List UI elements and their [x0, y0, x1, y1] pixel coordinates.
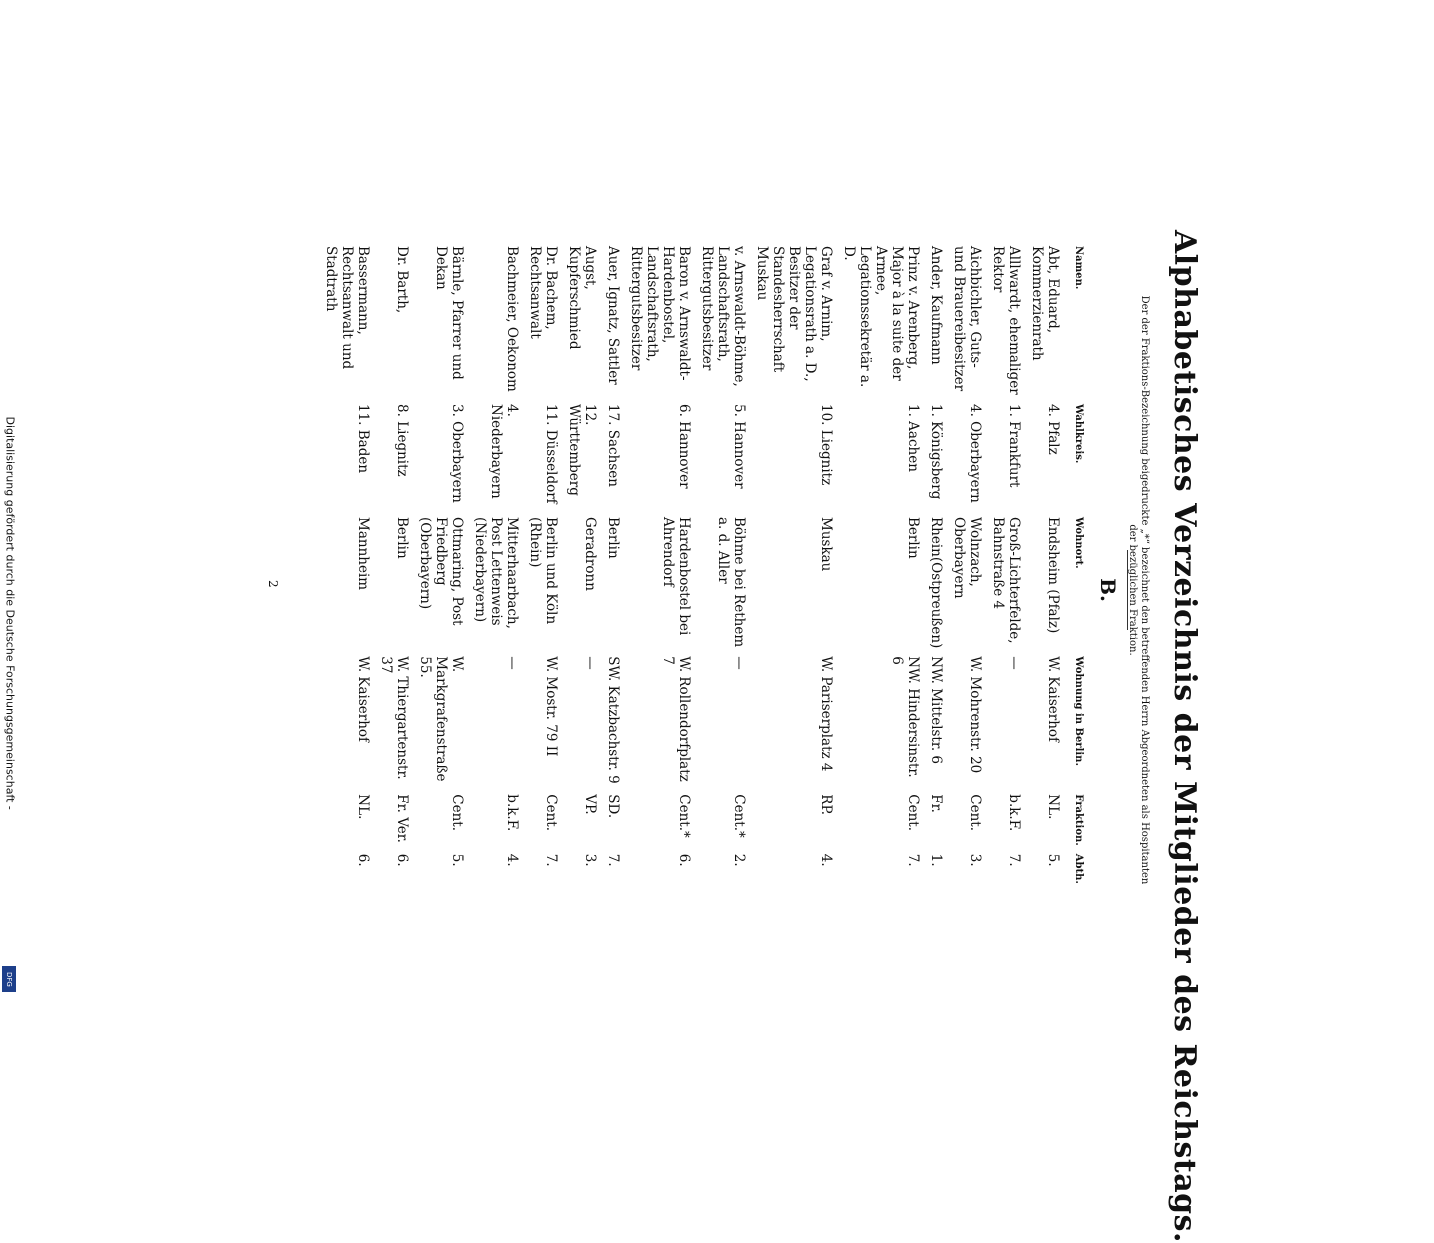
- cell-name: Auer, Ignatz, Sattler: [605, 246, 621, 385]
- cell-wohnort: Geradronn: [582, 517, 598, 591]
- table-row: [945, 242, 984, 888]
- cell-abth: 4.: [818, 853, 834, 867]
- column-header: Namen.: [1073, 246, 1084, 290]
- cell-name: Augst, Kupferschmied: [566, 246, 598, 350]
- cell-fraktion: Cent.*: [731, 794, 747, 838]
- cell-berlin: NW. Hindersinstr. 6: [889, 656, 921, 778]
- cell-wahlkreis: 4. Pfalz: [1045, 404, 1061, 455]
- column-header: Wohnung in Berlin.: [1073, 656, 1084, 766]
- cell-berlin: W. Mostr. 79 II: [543, 656, 559, 757]
- page-number: 2: [266, 580, 280, 588]
- cell-berlin: W. Kaiserhof: [1045, 656, 1061, 743]
- cell-berlin: W. Rollendorfplatz 7: [660, 656, 692, 782]
- cell-wahlkreis: 1. Frankfurt: [1006, 404, 1022, 488]
- cell-fraktion: Cent.*: [676, 794, 692, 838]
- cell-fraktion: Fr.: [928, 794, 944, 813]
- cell-berlin: —: [582, 656, 598, 670]
- cell-wahlkreis: 8. Liegnitz: [394, 404, 410, 477]
- cell-abth: 3.: [967, 853, 983, 867]
- table-row: [521, 242, 560, 888]
- cell-abth: 7.: [1006, 853, 1022, 867]
- cell-wahlkreis: 5. Hannover: [731, 404, 747, 489]
- cell-abth: 5.: [1045, 853, 1061, 867]
- cell-fraktion: Fr. Ver.: [394, 794, 410, 843]
- cell-abth: 6.: [394, 853, 410, 867]
- scanned-page: [260, 230, 1210, 1243]
- cell-abth: 6.: [676, 853, 692, 867]
- cell-wahlkreis: 1. Aachen: [905, 404, 921, 472]
- cell-wohnort: Ottmaring, Post Friedberg (Oberbayern): [417, 517, 465, 626]
- cell-abth: 6.: [355, 853, 371, 867]
- cell-wohnort: Berlin: [394, 517, 410, 559]
- cell-berlin: W. Kaiserhof: [355, 656, 371, 743]
- cell-wohnort: Rhein(Ostpreußen): [928, 517, 944, 649]
- cell-wohnort: Hardenbostel bei Ahrendorf: [660, 517, 692, 636]
- cell-name: Bärnle, Pfarrer und Dekan: [433, 246, 465, 380]
- cell-abth: 7.: [905, 853, 921, 867]
- dfg-logo-icon: DFG: [2, 966, 16, 992]
- cell-fraktion: NL.: [1045, 794, 1061, 820]
- table-row: [922, 242, 945, 888]
- page-subtitle: Der der Fraktions-Bezeichnung beigedruckte „*“ bezeichnet den betreffenden Herrn Abgeordneten als Hospitanten der bezüglichen Fraktion.: [1127, 295, 1150, 885]
- cell-berlin: —: [504, 656, 520, 670]
- cell-fraktion: NL.: [355, 794, 371, 820]
- cell-name: Bassermann, Rechtsanwalt und Stadtrath: [323, 246, 371, 370]
- cell-wahlkreis: 17. Sachsen: [605, 404, 621, 487]
- cell-abth: 7.: [605, 853, 621, 867]
- cell-fraktion: Cent.: [905, 794, 921, 832]
- cell-wahlkreis: 6. Hannover: [676, 404, 692, 489]
- cell-name: Prinz v. Arenberg, Major à la suite der Armee, Legationssekretär a. D.: [841, 246, 921, 388]
- cell-name: v. Arnswaldt-Böhme, Landschaftsrath, Rittergutsbesitzer: [699, 246, 747, 387]
- table-row: [835, 242, 922, 888]
- cell-berlin: W. Markgrafenstraße 55.: [417, 656, 465, 782]
- cell-abth: 4.: [504, 853, 520, 867]
- table-row: [748, 242, 835, 888]
- table-header-row: [1062, 242, 1090, 888]
- table-row: [984, 242, 1023, 888]
- cell-fraktion: SD.: [605, 794, 621, 819]
- cell-name: Alllwardt, ehemaliger Rektor: [990, 246, 1022, 395]
- cell-wahlkreis: 10. Liegnitz: [818, 404, 834, 486]
- table-row: [411, 242, 466, 888]
- cell-wahlkreis: 12. Württemberg: [566, 404, 598, 496]
- cell-fraktion: VP.: [582, 794, 598, 815]
- cell-fraktion: Cent.: [543, 794, 559, 832]
- cell-berlin: W. Mohrenstr. 20: [967, 656, 983, 774]
- cell-name: Bachmeier, Oekonom: [504, 246, 520, 392]
- cell-wohnort: Berlin: [905, 517, 921, 559]
- cell-name: Dr. Barth,: [394, 246, 410, 314]
- table-row: [466, 242, 521, 888]
- funding-credit: Digitalisierung gefördert durch die Deutsche Forschungsgemeinschaft -: [3, 416, 17, 810]
- cell-wohnort: Wolnzach, Oberbayern: [951, 517, 983, 599]
- cell-wohnort: Böhme bei Rethem a. d. Aller: [715, 517, 747, 648]
- cell-berlin: W. Thiergartenstr. 37: [378, 656, 410, 780]
- cell-wohnort: Endsheim (Pfalz): [1045, 517, 1061, 634]
- column-header: Wahlkreis.: [1073, 404, 1084, 464]
- cell-berlin: NW. Mittelstr. 6: [928, 656, 944, 765]
- cell-berlin: W. Pariserplatz 4: [818, 656, 834, 772]
- cell-wahlkreis: 11. Baden: [355, 404, 371, 474]
- cell-berlin: —: [731, 656, 747, 670]
- table-row: [599, 242, 622, 888]
- cell-abth: 7.: [543, 853, 559, 867]
- cell-name: Baron v. Arnswaldt-Hardenbostel, Landschaftsrath, Rittergutsbesitzer: [628, 246, 692, 381]
- column-header: Fraktion.: [1073, 794, 1084, 846]
- cell-name: Ander, Kaufmann: [928, 246, 944, 365]
- cell-wohnort: Groß-Lichterfelde, Bahnstraße 4: [990, 517, 1022, 644]
- table-row: [317, 242, 372, 888]
- table-row: [693, 242, 748, 888]
- cell-name: Dr. Bachem, Rechtsanwalt: [527, 246, 559, 339]
- cell-abth: 1.: [928, 853, 944, 867]
- cell-abth: 2.: [731, 853, 747, 867]
- section-letter: B.: [1096, 578, 1120, 602]
- cell-name: Aichbichler, Guts- und Brauereibesitzer: [951, 246, 983, 392]
- cell-abth: 5.: [449, 853, 465, 867]
- table-row: [1023, 242, 1062, 888]
- cell-wahlkreis: 4. Oberbayern: [967, 404, 983, 503]
- cell-name: Abt, Eduard, Kommerzienrath: [1029, 246, 1061, 361]
- cell-abth: 3.: [582, 853, 598, 867]
- cell-berlin: —: [1006, 656, 1022, 670]
- cell-wahlkreis: 3. Oberbayern: [449, 404, 465, 503]
- table-row: [622, 242, 693, 888]
- column-header: Wohnort.: [1073, 517, 1084, 569]
- cell-wahlkreis: 1. Königsberg: [928, 404, 944, 500]
- cell-wohnort: Berlin: [605, 517, 621, 559]
- page-title: Alphabetisches Verzeichnis der Mitglieder des Reichstags.: [1167, 230, 1202, 1243]
- cell-wahlkreis: 11. Düsseldorf: [543, 404, 559, 504]
- table-row: [372, 242, 411, 888]
- divider: [1127, 550, 1128, 630]
- cell-wohnort: Mitterhaarbach, Post Lettenweis (Niederbayern): [472, 517, 520, 629]
- cell-name: Graf v. Arnim, Legationsrath a. D., Besitzer der Standesherrschaft Muskau: [754, 246, 834, 382]
- cell-wohnort: Muskau: [818, 517, 834, 572]
- member-table: [317, 242, 1090, 888]
- cell-wohnort: Mannheim: [355, 517, 371, 591]
- sidebar: [0, 0, 18, 1000]
- table-row: [560, 242, 599, 888]
- cell-wohnort: Berlin und Köln (Rhein): [527, 517, 559, 625]
- cell-fraktion: Cent.: [449, 794, 465, 832]
- cell-wahlkreis: 4. Niederbayern: [488, 404, 520, 499]
- cell-fraktion: RP.: [818, 794, 834, 816]
- column-header: Abth.: [1073, 853, 1084, 884]
- cell-fraktion: b.k.F.: [504, 794, 520, 832]
- cell-berlin: SW. Katzbachstr. 9: [605, 656, 621, 784]
- cell-fraktion: Cent.: [967, 794, 983, 832]
- cell-fraktion: b.k.F.: [1006, 794, 1022, 832]
